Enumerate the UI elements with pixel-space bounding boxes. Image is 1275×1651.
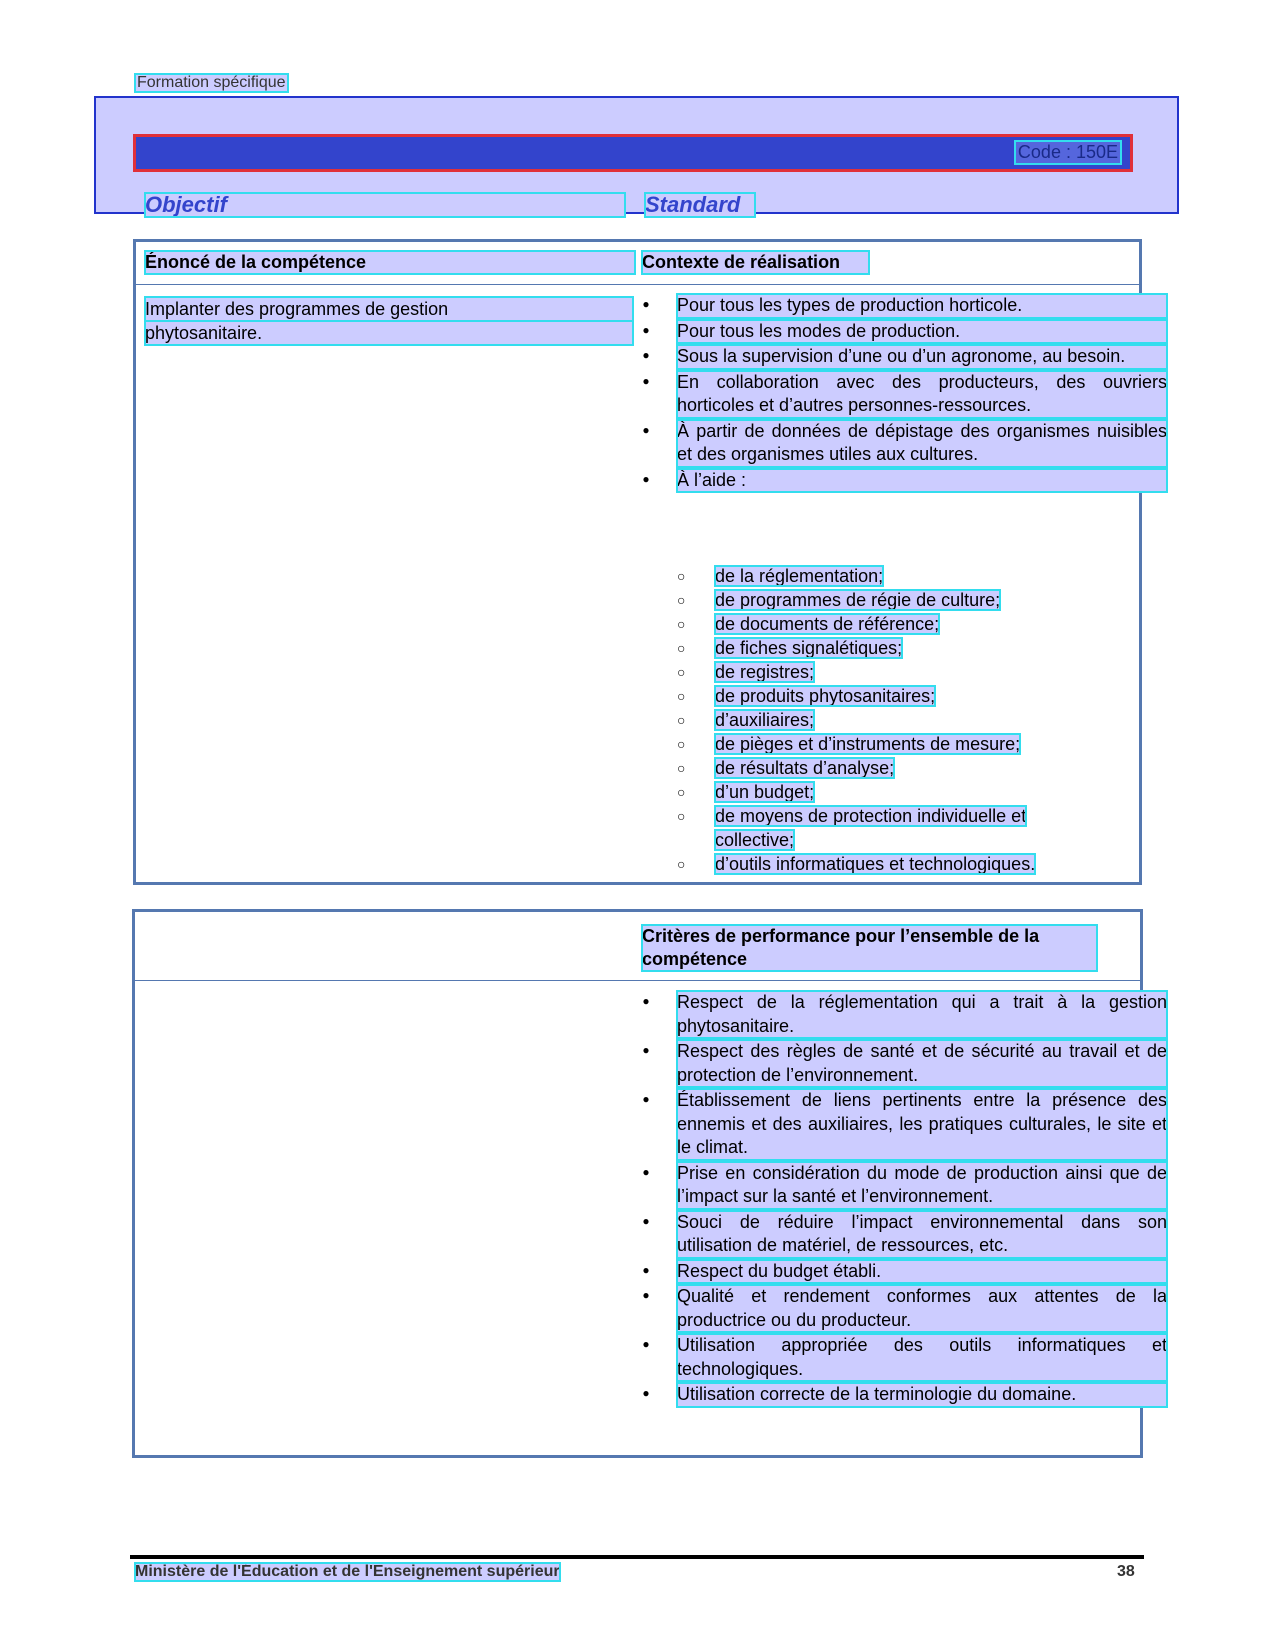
- bullet-icon: ○: [677, 664, 686, 680]
- competency-statement: [145, 297, 633, 345]
- aide-item: [677, 685, 1085, 709]
- bullet-icon: ○: [677, 568, 686, 584]
- context-item: [642, 371, 1167, 418]
- criteria-item-text: Utilisation correcte de la terminologie du domaine.: [677, 1383, 1167, 1407]
- criteria-item: [642, 1040, 1167, 1087]
- criteria-item-text: Utilisation appropriée des outils informatiques et technologiques.: [677, 1334, 1167, 1381]
- page-number: 38: [1117, 1563, 1135, 1580]
- context-item-text: Pour tous les modes de production.: [677, 320, 1167, 344]
- criteria-item: [642, 1260, 1167, 1284]
- performance-criteria-table: [132, 909, 1167, 1458]
- context-heading: Contexte de réalisation: [642, 251, 869, 274]
- criteria-item: [642, 1383, 1167, 1407]
- document-header: Formation spécifique: [137, 74, 286, 91]
- aide-item-text: de programmes de régie de culture;: [715, 590, 1001, 610]
- bullet-icon: ○: [677, 688, 686, 704]
- criteria-item: [642, 1089, 1167, 1160]
- aide-item: [677, 781, 1085, 805]
- bullet-icon: ●: [642, 422, 650, 437]
- criteria-item: [642, 1211, 1167, 1258]
- criteria-item: [642, 1162, 1167, 1209]
- context-item-text: À l’aide :: [677, 469, 1167, 493]
- competency-context-table: [133, 239, 1167, 885]
- context-item-text: En collaboration avec des producteurs, des ouvriers horticoles et d’autres personnes-ressources.: [677, 371, 1167, 418]
- bullet-icon: ○: [677, 592, 686, 608]
- bullet-icon: ●: [642, 1043, 650, 1057]
- bullet-icon: ●: [642, 1288, 650, 1302]
- context-item: [642, 469, 1167, 493]
- context-item-text: Sous la supervision d’une ou d’un agronome, au besoin.: [677, 345, 1167, 369]
- bullet-icon: ○: [677, 712, 686, 728]
- aide-item-text: de documents de référence;: [715, 614, 940, 634]
- bullet-icon: ●: [642, 471, 650, 486]
- statement-line: phytosanitaire.: [145, 321, 633, 345]
- bullet-icon: ○: [677, 736, 686, 752]
- criteria-item-text: Prise en considération du mode de production ainsi que de l’impact sur la santé et l’environnement.: [677, 1162, 1167, 1209]
- bullet-icon: ○: [677, 784, 686, 800]
- aide-item: [677, 733, 1085, 757]
- aide-item-text: de la réglementation;: [715, 566, 884, 586]
- aide-item-text: d’un budget;: [715, 782, 815, 802]
- bullet-icon: ○: [677, 808, 686, 824]
- criteria-item: [642, 991, 1167, 1038]
- aide-item-text: d’auxiliaires;: [715, 710, 815, 730]
- aide-item-text: de fiches signalétiques;: [715, 638, 903, 658]
- bullet-icon: ●: [642, 1337, 650, 1351]
- bullet-icon: ●: [642, 297, 650, 311]
- context-item: [642, 345, 1167, 369]
- criteria-item-text: Respect des règles de santé et de sécurité au travail et de protection de l’environnement.: [677, 1040, 1167, 1087]
- footer-ministry: Ministère de l'Éducation et de l'Enseignement supérieur: [135, 1563, 560, 1580]
- aide-item-text: de moyens de protection individuelle et collective;: [715, 806, 1027, 850]
- statement-line: Implanter des programmes de gestion: [145, 297, 633, 321]
- footer-rule: [130, 1555, 1144, 1559]
- criteria-heading: Critères de performance pour l’ensemble de la compétence: [642, 925, 1097, 971]
- aide-item-text: de produits phytosanitaires;: [715, 686, 936, 706]
- aide-item-text: de registres;: [715, 662, 815, 682]
- context-list: [642, 294, 1167, 494]
- objectif-heading: Objectif: [145, 193, 625, 217]
- bullet-icon: ●: [642, 1164, 650, 1179]
- bullet-icon: ●: [642, 373, 650, 388]
- context-item-text: Pour tous les types de production horticole.: [677, 294, 1167, 318]
- aide-item: [677, 613, 1085, 637]
- bullet-icon: ○: [677, 760, 686, 776]
- aide-list: [677, 565, 1085, 877]
- aide-item: [677, 805, 1085, 852]
- criteria-item-text: Respect de la réglementation qui a trait à la gestion phytosanitaire.: [677, 991, 1167, 1038]
- criteria-item: [642, 1285, 1167, 1332]
- criteria-list: [642, 991, 1167, 1409]
- bullet-icon: ●: [642, 348, 650, 362]
- context-item-text: À partir de données de dépistage des organismes nuisibles et des organismes utiles aux cultures.: [677, 420, 1167, 467]
- table-header-divider: [136, 284, 1139, 285]
- bullet-icon: ●: [642, 994, 650, 1008]
- aide-item: [677, 637, 1085, 661]
- aide-item-text: de pièges et d’instruments de mesure;: [715, 734, 1021, 754]
- aide-item: [677, 565, 1085, 589]
- context-item: [642, 420, 1167, 467]
- aide-item: [677, 709, 1085, 733]
- aide-item: [677, 853, 1085, 877]
- bullet-icon: ○: [677, 616, 686, 632]
- criteria-item-text: Souci de réduire l’impact environnemental dans son utilisation de matériel, de ressources, etc.: [677, 1211, 1167, 1258]
- bullet-icon: ●: [642, 1262, 650, 1277]
- aide-item: [677, 589, 1085, 613]
- context-item: [642, 294, 1167, 318]
- bullet-icon: ●: [642, 1386, 650, 1400]
- aide-item-text: d’outils informatiques et technologiques.: [715, 853, 1036, 874]
- statement-heading: Énoncé de la compétence: [145, 251, 635, 274]
- criteria-item: [642, 1334, 1167, 1381]
- code-bar: [133, 134, 1133, 172]
- bullet-icon: ●: [642, 322, 650, 337]
- criteria-item-text: Respect du budget établi.: [677, 1260, 1167, 1284]
- table-header-divider: [135, 980, 1140, 981]
- competency-code: Code : 150E: [1017, 142, 1118, 162]
- aide-item: [677, 757, 1085, 781]
- bullet-icon: ●: [642, 1213, 650, 1228]
- context-item: [642, 320, 1167, 344]
- criteria-item-text: Établissement de liens pertinents entre la présence des ennemis et des auxiliaires, les pratiques culturales, le site et le climat.: [677, 1089, 1167, 1160]
- criteria-item-text: Qualité et rendement conformes aux attentes de la productrice ou du producteur.: [677, 1285, 1167, 1332]
- aide-item-text: de résultats d’analyse;: [715, 758, 895, 778]
- bullet-icon: ○: [677, 640, 686, 656]
- standard-heading: Standard: [645, 193, 755, 217]
- bullet-icon: ●: [642, 1092, 650, 1106]
- bullet-icon: ○: [677, 855, 686, 872]
- aide-item: [677, 661, 1085, 685]
